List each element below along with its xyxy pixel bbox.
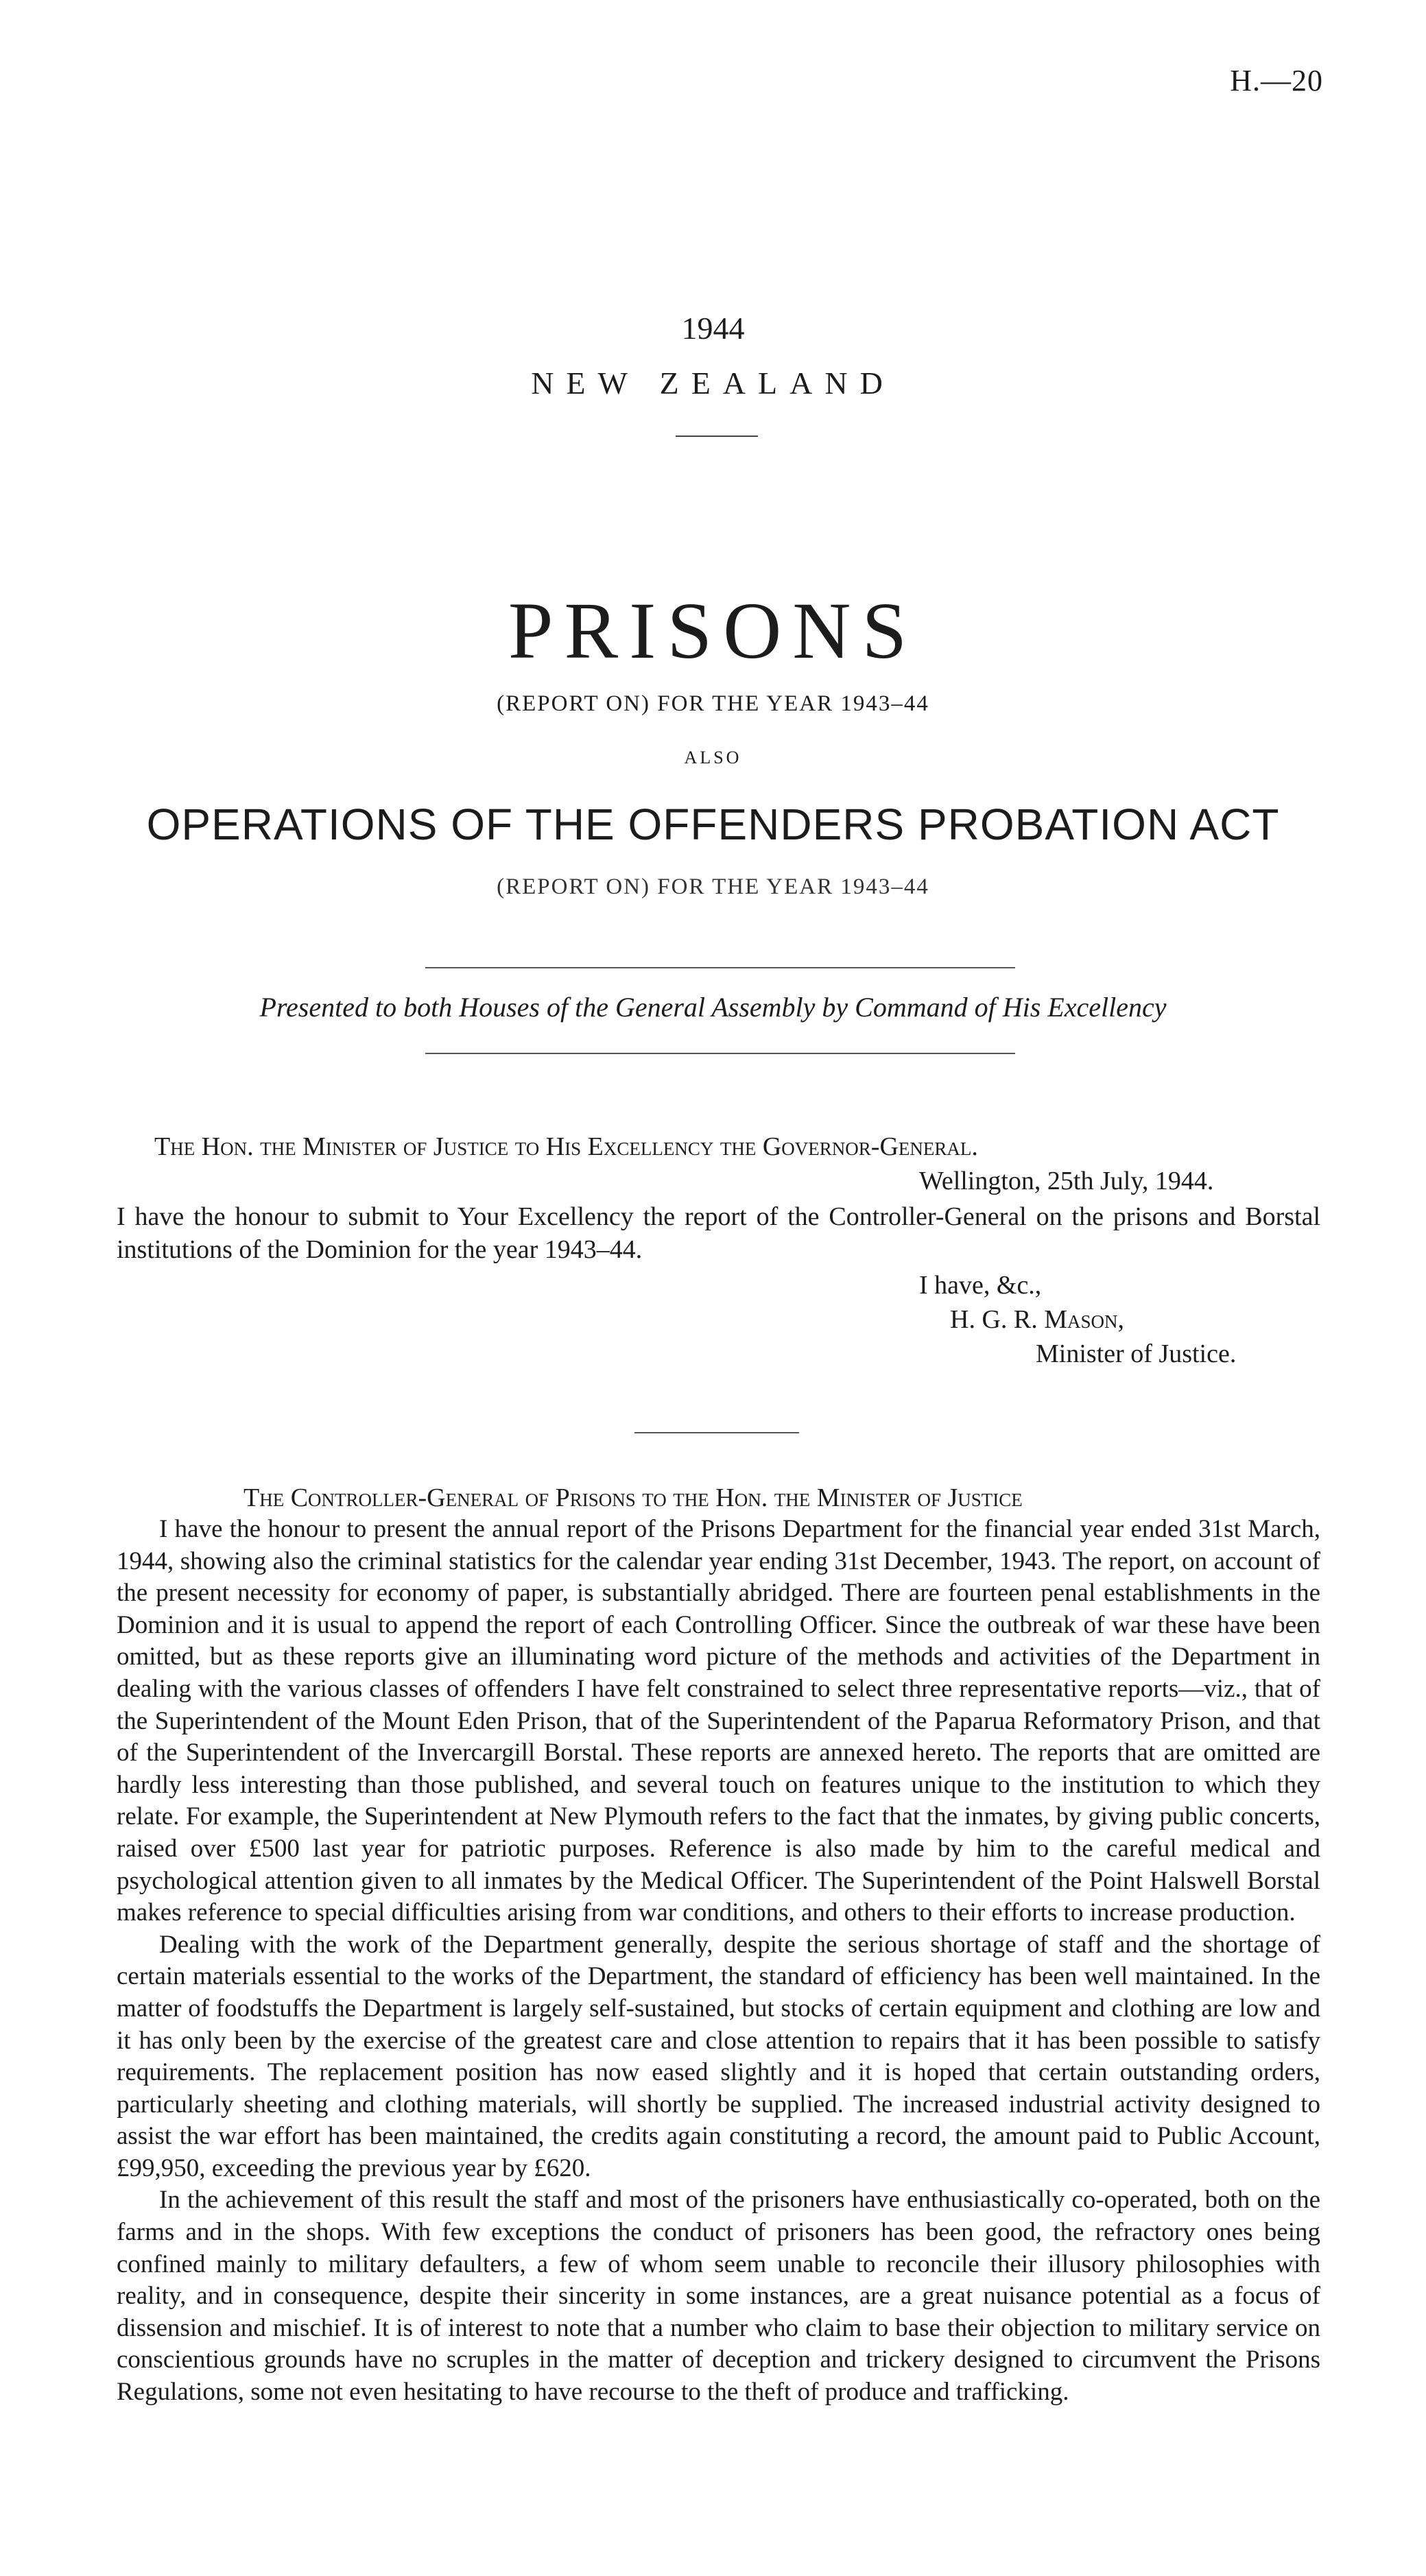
letter-date: Wellington, 25th July, 1944. <box>919 1167 1214 1195</box>
letter-heading: The Hon. the Minister of Justice to His Excellency the Governor-General. <box>154 1132 978 1161</box>
letter-body: I have the honour to submit to Your Excellency the report of the Controller-General on the prisons and Borstal institutions of the Dominion for the year 1943–44. <box>117 1202 1320 1264</box>
country-name: NEW ZEALAND <box>531 366 895 401</box>
main-subtitle: (REPORT ON) FOR THE YEAR 1943–44 <box>497 691 929 716</box>
divider-rule <box>425 1053 1015 1054</box>
letter-signature: H. G. R. Mason, <box>950 1305 1125 1334</box>
document-year: 1944 <box>681 311 745 346</box>
second-title: OPERATIONS OF THE OFFENDERS PROBATION ACT <box>146 800 1280 849</box>
report-heading: The Controller-General of Prisons to the Hon. the Minister of Justice <box>243 1483 1023 1512</box>
report-paragraph: I have the honour to present the annual report of the Prisons Department for the financial year ended 31st March, 1944, showing also the criminal statistics for the calendar year ending 31st December, 1943. The report, on account of the present necessity for economy of paper, is substantially abridged. There are fourteen penal establishments in the Dominion and it is usual to append the report of each Controlling Officer. Since the outbreak of war these have been omitted, but as these reports give an illuminating word picture of the methods and activities of the Department in dealing with the various classes of offenders I have felt constrained to select three representative reports—viz., that of the Superintendent of the Mount Eden Prison, that of the Superintendent of the Paparua Reformatory Prison, and that of the Superintendent of the Invercargill Borstal. These reports are annexed hereto. The reports that are omitted are hardly less interesting than those published, and several touch on features unique to the institution to which they relate. For example, the Superintendent at New Plymouth refers to the fact that the inmates, by giving public concerts, raised over £500 last year for patriotic purposes. Reference is also made by him to the careful medical and psychological attention given to all inmates by the Medical Officer. The Superintendent of the Point Halswell Borstal makes reference to special difficulties arising from war conditions, and others to their efforts to increase production. <box>117 1515 1320 1927</box>
presented-line: Presented to both Houses of the General Assembly by Command of His Excellency <box>259 992 1167 1023</box>
main-title: PRISONS <box>508 586 918 676</box>
report-paragraph: In the achievement of this result the staff and most of the prisoners have enthusiastically co-operated, both on the farms and in the shops. With few exceptions the conduct of prisoners has been good, the refractory ones being confined mainly to military defaulters, a few of whom seem unable to reconcile their illusory philosophies with reality, and in consequence, despite their sincerity in some instances, are a great nuisance potential as a focus of dissension and mischief. It is of interest to note that a number who claim to base their objection to military service on conscientious grounds have no scruples in the matter of deception and trickery designed to circumvent the Prisons Regulations, some not even hesitating to have recourse to the theft of produce and trafficking. <box>117 2186 1320 2407</box>
second-subtitle: (REPORT ON) FOR THE YEAR 1943–44 <box>497 874 929 899</box>
letter-signature-title: Minister of Justice. <box>1036 1339 1237 1368</box>
divider-rule <box>676 436 758 437</box>
report-paragraph: Dealing with the work of the Department generally, despite the serious shortage of staff and the shortage of certain materials essential to the works of the Department, the standard of efficiency has been well maintained. In the matter of foodstuffs the Department is largely self-sustained, but stocks of certain equipment and clothing are low and it has only been by the exercise of the greatest care and close attention to repairs that it has been possible to satisfy requirements. The replacement position has now eased slightly and it is hoped that certain outstanding orders, particularly sheeting and clothing materials, will shortly be supplied. The increased industrial activity designed to assist the war effort has been maintained, the credits again constituting a record, the amount paid to Public Account, £99,950, exceeding the previous year by £620. <box>117 1930 1320 2182</box>
also-label: ALSO <box>684 748 742 767</box>
page-reference: H.—20 <box>1230 64 1323 97</box>
letter-closing: I have, &c., <box>919 1271 1042 1300</box>
divider-rule <box>634 1432 799 1433</box>
divider-rule <box>425 967 1015 968</box>
report-body <box>117 1514 1320 2409</box>
